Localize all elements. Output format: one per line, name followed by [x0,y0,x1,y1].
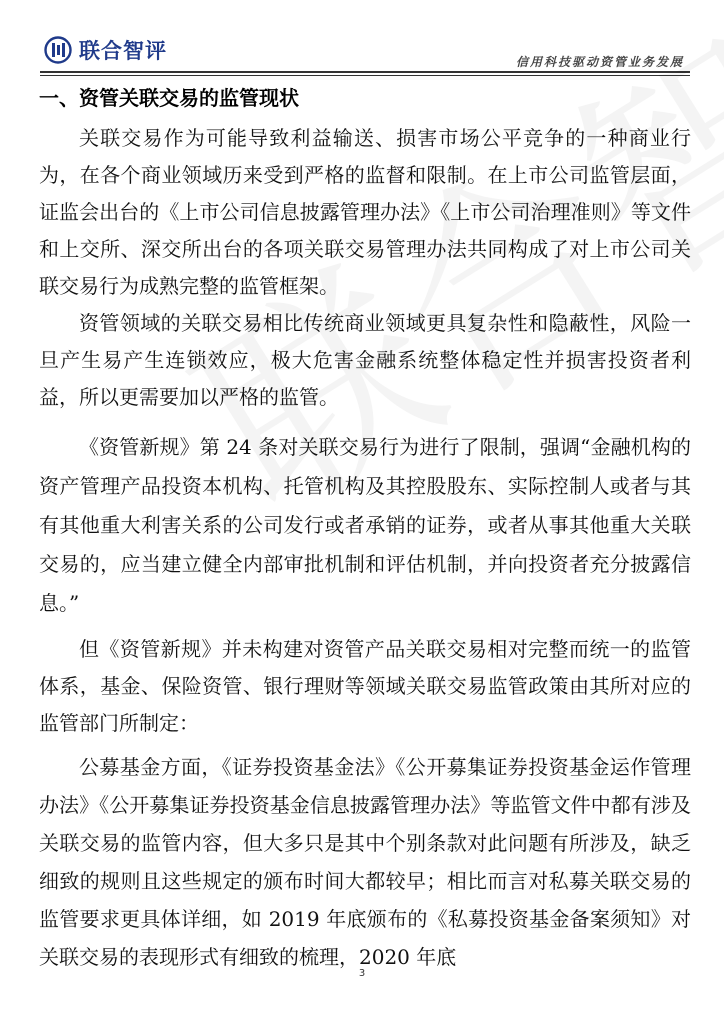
brand-logo [44,35,167,65]
lianhe-logo-icon [44,36,72,64]
paragraph-regulatory-system: 但《资管新规》并未构建对资管产品关联交易相对完整而统一的监管体系，基金、保险资管、银行理财等领域关联交易监管政策由其所对应的监管部门所制定： [39,637,691,735]
header-tagline: 信用科技驱动资管业务发展 [515,55,684,69]
paragraph-asset-management-risk: 资管领域的关联交易相比传统商业领域更具复杂性和隐蔽性，风险一旦产生易产生连锁效应，极大危害金融系统整体稳定性并损害投资者利益，所以更需要加以严格的监管。 [39,311,691,409]
section-heading: 一、资管关联交易的监管现状 [39,86,299,110]
page-header [0,0,724,80]
header-rule-thick [40,71,690,73]
paragraph-related-transactions: 关联交易作为可能导致利益输送、损害市场公平竞争的一种商业行为，在各个商业领域历来受到严格的监督和限制。在上市公司监管层面，证监会出台的《上市公司信息披露管理办法》《上市公司治理准则》等文件和上交所、深交所出台的各项关联交易管理办法共同构成了对上市公司关联交易行为成熟完整的监管框架。 [39,126,691,298]
header-rule-thin [40,75,690,76]
paragraph-article-24: 《资管新规》第 24 条对关联交易行为进行了限制，强调“金融机构的资产管理产品投资本机构、托管机构及其控股股东、实际控制人或者与其有其他重大利害关系的公司发行或者承销的证券，或者从事其他重大关联交易的，应当建立健全内部审批机制和评估机制，并向投资者充分披露信息。” [39,435,691,615]
brand-name: 联合智评 [79,39,167,63]
page-number: 3 [358,968,366,979]
document-body [39,80,691,976]
paragraph-public-funds: 公募基金方面，《证券投资基金法》《公开募集证券投资基金运作管理办法》《公开募集证券投资基金信息披露管理办法》等监管文件中都有涉及关联交易的监管内容，但大多只是其中个别条款对此问题有所涉及，缺乏细致的规则且这些规定的颁布时间大都较早；相比而言对私募关联交易的监管要求更具体详细，如 2019 年底颁布的《私募投资基金备案须知》对关联交易的表现形式有细致的梳理，2020 年底 [39,755,691,969]
